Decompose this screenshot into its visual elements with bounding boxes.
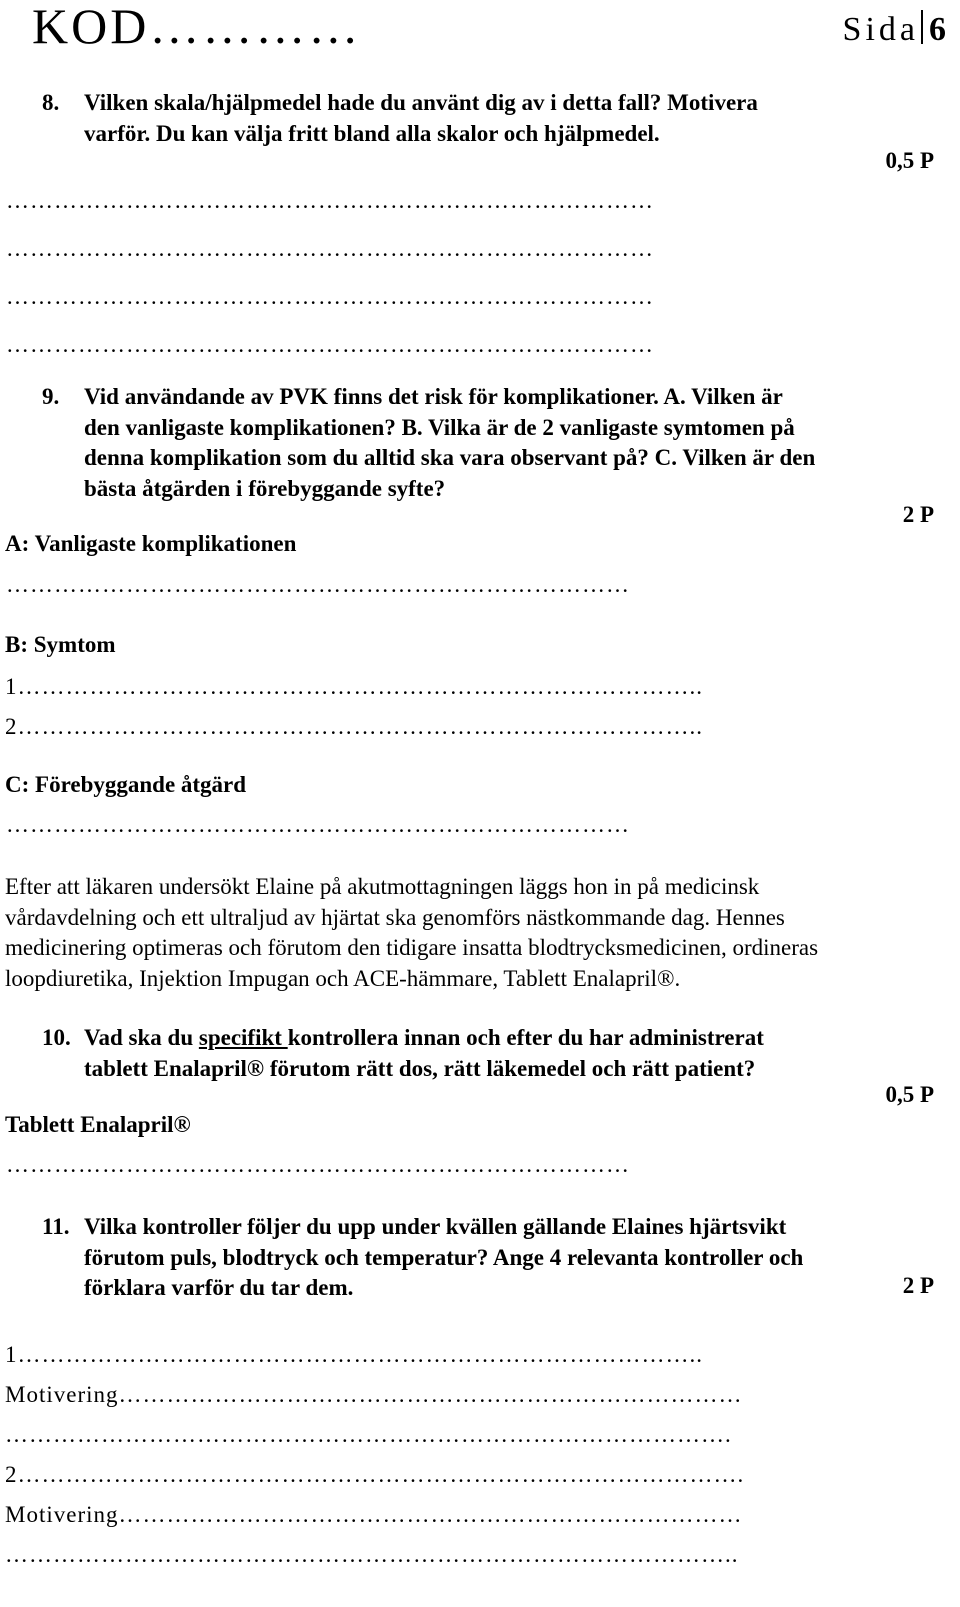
question-10-line-1-end: kontrollera innan och efter du har administrerat — [287, 1025, 764, 1050]
question-9-line-2: den vanligaste komplikationen? B. Vilka är de 2 vanligaste symtomen på — [84, 414, 795, 440]
question-10-points: 0,5 P — [885, 1082, 934, 1107]
answer-line[interactable]: ……………………………………………………………………… — [6, 284, 654, 309]
question-8-line-2: varför. Du kan välja fritt bland alla skalor och hjälpmedel. — [84, 120, 660, 146]
case-paragraph-line-1: Efter att läkaren undersökt Elaine på akutmottagningen läggs hon in på medicinsk — [5, 874, 760, 899]
question-8-points: 0,5 P — [885, 148, 934, 173]
symptom-2-answer-line[interactable]: 2………………………………………………………………………….. — [5, 714, 703, 739]
header-code: KOD………… — [32, 0, 362, 54]
question-9-line-1: Vid användande av PVK finns det risk för komplikationer. A. Vilken är — [84, 384, 783, 409]
page-separator — [921, 10, 923, 44]
question-8-line-1: Vilken skala/hjälpmedel hade du använt dig av i detta fall? Motivera — [84, 90, 758, 115]
question-10-number: 10. — [42, 1025, 71, 1050]
question-8 — [0, 88, 960, 150]
question-11-points: 2 P — [902, 1273, 934, 1298]
case-paragraph-line-3: medicinering optimeras och förutom den tidigare insatta blodtrycksmedicinen, ordineras — [5, 935, 819, 960]
motivation-1-answer-line[interactable]: Motivering…………………………………………………………………… — [5, 1382, 743, 1407]
question-9-line-3: denna komplikation som du alltid ska vara observant på? C. Vilken är den — [84, 445, 816, 470]
question-11-number: 11. — [42, 1214, 70, 1239]
question-8-number: 8. — [42, 90, 60, 115]
answer-line[interactable]: ……………………………………………………………………… — [6, 188, 654, 213]
page-label: Sida — [842, 11, 919, 48]
part-c-answer-line[interactable]: …………………………………………………………………… — [6, 812, 630, 837]
question-9-number: 9. — [42, 384, 60, 409]
part-b-label: B: Symtom — [5, 632, 116, 657]
question-11-line-3: förklara varför du tar dem. — [84, 1275, 354, 1300]
case-paragraph-line-2: vårdavdelning och ett ultraljud av hjärtat ska genomförs nästkommande dag. Hennes — [5, 904, 785, 930]
question-10 — [0, 1023, 960, 1085]
header-page-number — [843, 6, 950, 54]
motivation-2-continuation-line[interactable]: ……………………………………………………………………………….. — [5, 1542, 739, 1567]
part-a-label: A: Vanligaste komplikationen — [5, 531, 297, 556]
case-paragraph-line-4: loopdiuretika, Injektion Impugan och ACE-hämmare, Tablett Enalapril®. — [5, 965, 681, 991]
motivation-1-continuation-line[interactable]: ………………………………………………………………………………. — [5, 1422, 732, 1447]
question-11 — [0, 1212, 960, 1304]
symptom-1-answer-line[interactable]: 1………………………………………………………………………….. — [5, 674, 703, 699]
question-10-line-1 — [84, 1023, 764, 1054]
question-10-line-2: tablett Enalapril® förutom rätt dos, rätt läkemedel och rätt patient? — [84, 1055, 756, 1081]
answer-line[interactable]: ……………………………………………………………………… — [6, 236, 654, 261]
motivation-2-answer-line[interactable]: Motivering…………………………………………………………………… — [5, 1502, 743, 1527]
tablet-label: Tablett Enalapril® — [5, 1112, 191, 1137]
question-10-line-1-start: Vad ska du — [84, 1025, 199, 1050]
part-a-answer-line[interactable]: …………………………………………………………………… — [6, 572, 630, 597]
page-number: 6 — [929, 11, 950, 48]
control-1-answer-line[interactable]: 1………………………………………………………………………….. — [5, 1342, 703, 1367]
part-c-label: C: Förebyggande åtgärd — [5, 772, 247, 797]
question-9-points: 2 P — [902, 502, 934, 527]
answer-line[interactable]: ……………………………………………………………………… — [6, 332, 654, 357]
underlined-word: specifikt — [198, 1025, 288, 1050]
question-9-line-4: bästa åtgärden i förebyggande syfte? — [84, 475, 446, 501]
question-9 — [0, 382, 960, 506]
control-2-answer-line[interactable]: 2………………………………………………………………………………. — [5, 1462, 745, 1487]
question-11-line-2: förutom puls, blodtryck och temperatur? Ange 4 relevanta kontroller och — [84, 1244, 804, 1270]
tablet-answer-line[interactable]: …………………………………………………………………… — [6, 1152, 630, 1177]
question-11-line-1: Vilka kontroller följer du upp under kvällen gällande Elaines hjärtsvikt — [84, 1214, 787, 1239]
